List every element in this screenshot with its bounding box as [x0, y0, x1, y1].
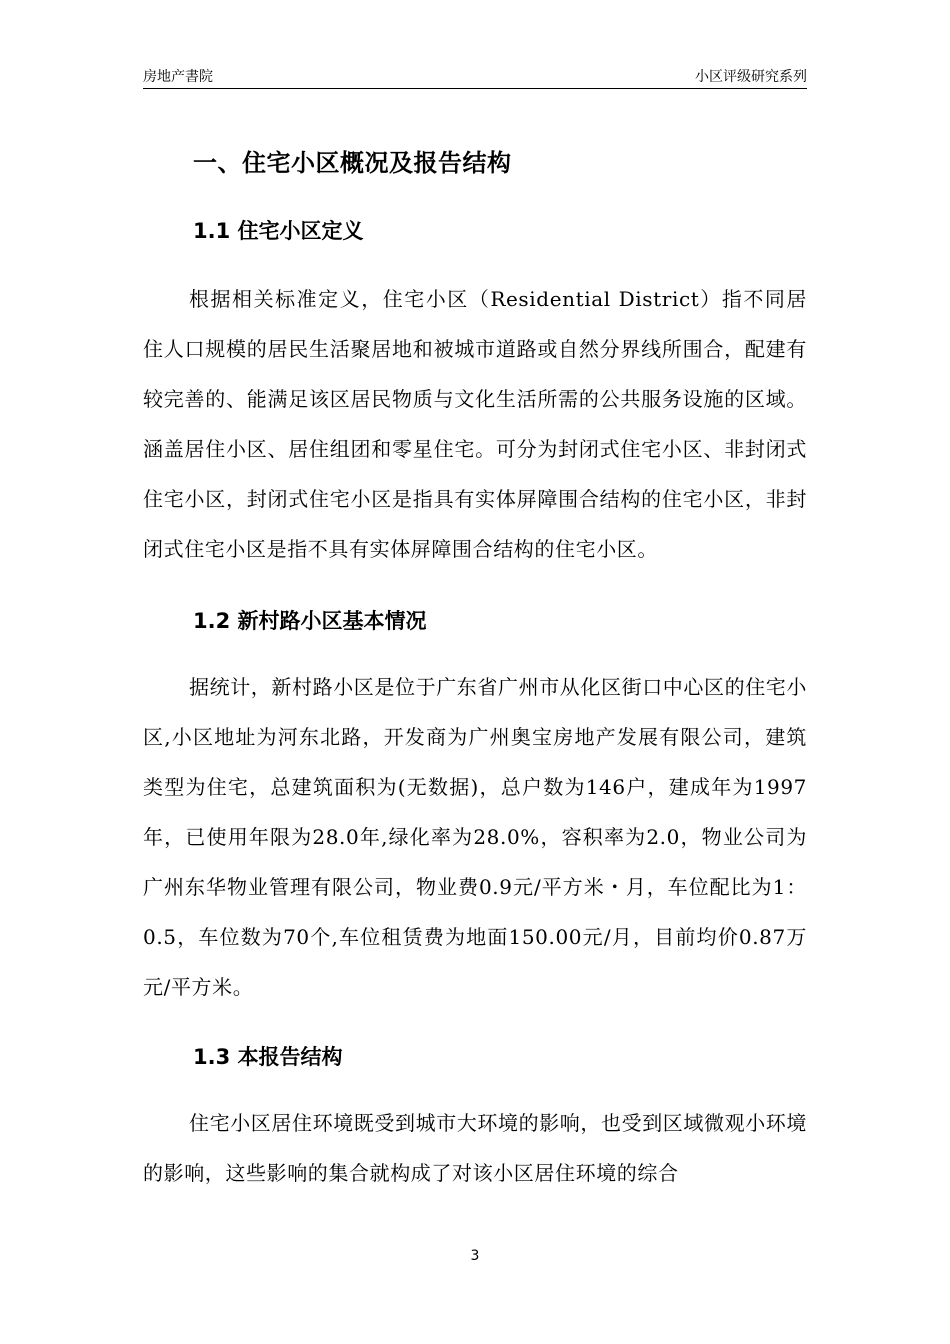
page-header	[143, 66, 807, 88]
page-number: 3	[470, 1248, 480, 1264]
section-1-2-title: 1.2 新村路小区基本情况	[193, 609, 427, 633]
section-1-1-paragraph: 根据相关标准定义，住宅小区（Residential District）指不同居住人口规模的居民生活聚居地和被城市道路或自然分界线所围合，配建有较完善的、能满足该区居民物质与文化生活所需的公共服务设施的区域。涵盖居住小区、居住组团和零星住宅。可分为封闭式住宅小区、非封闭式住宅小区，封闭式住宅小区是指具有实体屏障围合结构的住宅小区，非封闭式住宅小区是指不具有实体屏障围合结构的住宅小区。	[143, 287, 807, 561]
header-series-title: 小区评级研究系列	[695, 69, 807, 85]
section-1-3-title: 1.3 本报告结构	[193, 1045, 343, 1069]
section-1-3-paragraph: 住宅小区居住环境既受到城市大环境的影响，也受到区域微观小环境的影响，这些影响的集合就构成了对该小区居住环境的综合	[143, 1111, 807, 1185]
header-divider	[143, 88, 807, 89]
section-1-1-title: 1.1 住宅小区定义	[193, 219, 364, 243]
header-publisher: 房地产書院	[143, 69, 213, 85]
chapter-title: 一、住宅小区概况及报告结构	[193, 149, 512, 177]
section-1-2-paragraph: 据统计，新村路小区是位于广东省广州市从化区街口中心区的住宅小区,小区地址为河东北路，开发商为广州奥宝房地产发展有限公司，建筑类型为住宅，总建筑面积为(无数据)，总户数为146户，建成年为1997年，已使用年限为28.0年,绿化率为28.0%，容积率为2.0，物业公司为广州东华物业管理有限公司，物业费0.9元/平方米・月，车位配比为1：0.5，车位数为70个,车位租赁费为地面150.00元/月，目前均价0.87万元/平方米。	[143, 675, 807, 999]
document-body	[143, 138, 807, 1198]
